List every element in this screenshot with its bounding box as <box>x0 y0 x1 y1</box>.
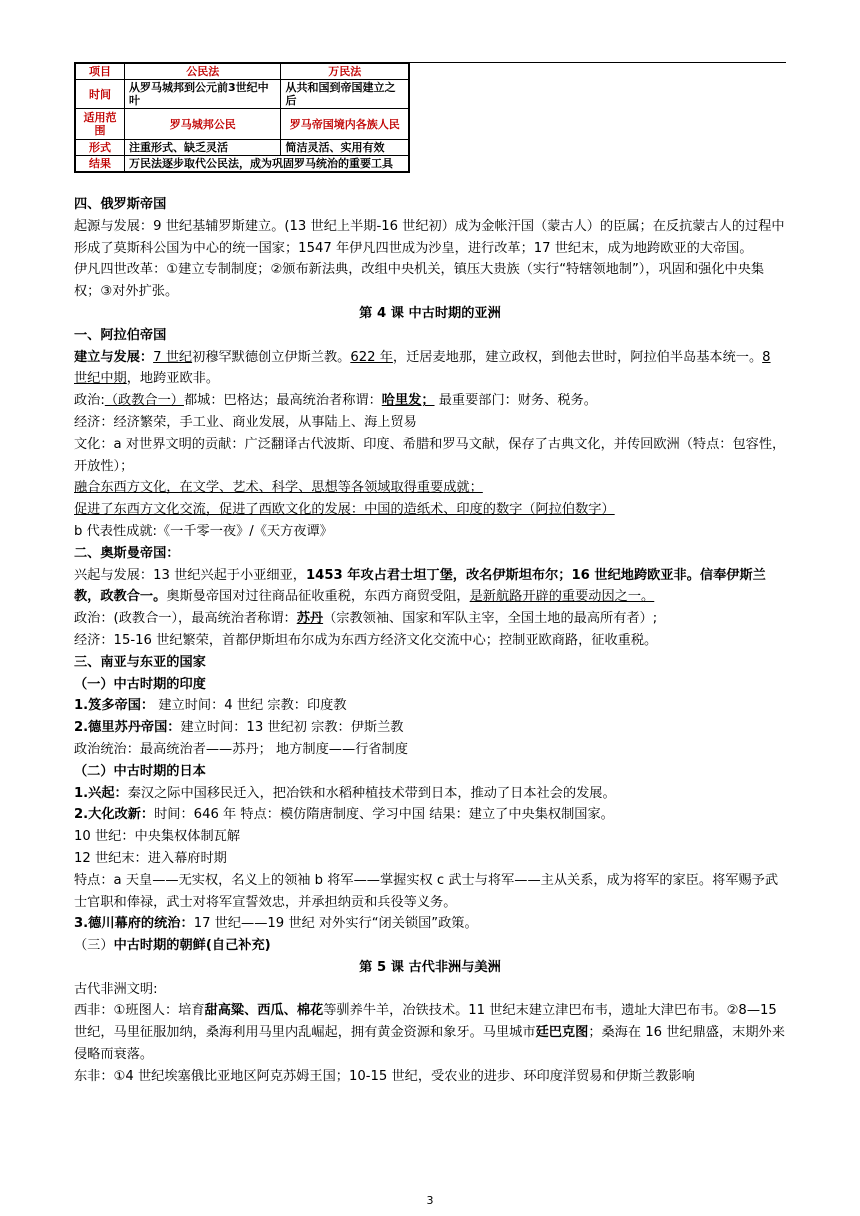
paragraph: 12 世纪末：进入幕府时期 <box>74 850 227 866</box>
table-header-cell: 万民法 <box>281 63 409 80</box>
paragraph <box>74 804 786 826</box>
label: 3.德川幕府的统治： <box>74 916 194 932</box>
paragraph: 起源与发展：9 世纪基辅罗斯建立。(13 世纪上半期-16 世纪初）成为金帐汗国（蒙古人）的臣属；在反抗蒙古人的过程中形成了莫斯科公国为中心的统一国家；1547 年伊凡四世成为沙皇，进行改革；17 世纪末，成为地跨欧亚的大帝国。 <box>74 218 785 256</box>
text: 秦汉之际中国移民迁入，把冶铁和水稻种植技术带到日本，推动了日本社会的发展。 <box>127 785 616 801</box>
table-header-row <box>75 63 409 80</box>
paragraph: 古代非洲文明: <box>74 981 158 997</box>
table-row <box>75 109 409 140</box>
underlined-text: 是新航路开辟的重要动因之一。 <box>469 589 655 605</box>
section-heading: 二、奥斯曼帝国： <box>74 545 180 561</box>
table-row <box>75 80 409 109</box>
paragraph: 伊凡四世改革：①建立专制制度；②颁布新法典，改组中央机关，镇压大贵族（实行“特辖领地制”），巩固和强化中央集权；③对外扩张。 <box>74 262 765 300</box>
bold-text: 廷巴克图 <box>535 1025 589 1041</box>
page-number: 3 <box>426 1194 434 1207</box>
text: ；桑海在 16 世纪鼎盛，末期外来侵略而衰落。 <box>74 1025 785 1063</box>
text: 时间：646 年 特点：模仿隋唐制度、学习中国 结果：建立了中央集权制国家。 <box>154 807 614 823</box>
bold-text: 1453 年攻占君士坦丁堡，改名伊斯坦布尔；16 世纪地跨欧亚非。信奉伊斯兰教，政教合一。 <box>74 567 766 605</box>
text: 建立时间：13 世纪初 宗教：伊斯兰教 <box>180 720 404 736</box>
row-label: 时间 <box>75 80 125 109</box>
paragraph: 经济：经济繁荣，手工业、商业发展，从事陆上、海上贸易 <box>74 414 417 430</box>
text: 初穆罕默德创立伊斯兰教。 <box>192 349 351 365</box>
section-heading: 三、南亚与东亚的国家 <box>74 654 206 670</box>
subsection-heading: （二）中古时期的日本 <box>74 763 206 779</box>
underlined-paragraph: 融合东西方文化，在文学、艺术、科学、思想等各领域取得重要成就； <box>74 480 483 496</box>
table-header-cell: 公民法 <box>125 63 281 80</box>
underlined-paragraph: 促进了东西方文化交流，促进了西欧文化的发展：中国的造纸术、印度的数字（阿拉伯数字） <box>74 502 615 518</box>
label: 1.笈多帝国： <box>74 698 155 714</box>
paragraph <box>74 783 786 805</box>
lesson-title: 第 4 课 中古时期的亚洲 <box>359 305 501 321</box>
underlined-text: 7 世纪 <box>153 349 193 365</box>
paragraph <box>74 608 786 630</box>
paragraph: 政治统治：最高统治者——苏丹； 地方制度——行省制度 <box>74 741 408 757</box>
table-row <box>75 140 409 156</box>
bold-text: 甜高粱、西瓜、棉花 <box>204 1003 324 1019</box>
table-header-cell: 项目 <box>75 63 125 80</box>
text: 最重要部门：财务、税务。 <box>434 393 597 409</box>
underlined-text: 苏丹 <box>296 611 324 627</box>
paragraph: 东非：①4 世纪埃塞俄比亚地区阿克苏姆王国；10-15 世纪，受农业的进步、环印度洋贸易和伊斯兰教影响 <box>74 1068 695 1084</box>
paragraph: 10 世纪：中央集权体制瓦解 <box>74 829 241 845</box>
subsection-heading: （一）中古时期的印度 <box>74 676 206 692</box>
table-row <box>75 156 409 173</box>
label: 2.大化改新： <box>74 807 155 823</box>
table-cell: 万民法逐步取代公民法，成为巩固罗马统治的重要工具 <box>125 156 410 173</box>
text: 奥斯曼帝国对过往商品征收重税，东西方商贸受阻， <box>166 589 470 605</box>
law-comparison-table <box>74 62 410 173</box>
text: 西非：①班图人：培育 <box>74 1003 205 1019</box>
table-cell: 罗马城邦公民 <box>125 109 281 140</box>
text: 建立时间：4 世纪 宗教：印度教 <box>154 698 347 714</box>
text: ，地跨亚欧非。 <box>126 371 220 387</box>
underlined-text: 哈里发； <box>381 393 435 409</box>
table-cell: 罗马帝国境内各族人民 <box>281 109 409 140</box>
bold-text: 中古时期的朝鲜(自己补充) <box>113 938 271 954</box>
section-heading: 四、俄罗斯帝国 <box>74 197 167 212</box>
paragraph <box>74 390 786 412</box>
label: 2.德里苏丹帝国： <box>74 720 181 736</box>
paragraph <box>74 1000 786 1065</box>
table-cell: 简洁灵活、实用有效 <box>281 140 409 156</box>
table-cell: 从罗马城邦到公元前3世纪中叶 <box>125 80 281 109</box>
text: 17 世纪——19 世纪 对外实行“闭关锁国”政策。 <box>193 916 478 932</box>
text: ，迁居麦地那，建立政权，到他去世时，阿拉伯半岛基本统一。 <box>392 349 763 365</box>
row-label: 适用范围 <box>75 109 125 140</box>
underlined-text: 622 年 <box>350 349 393 365</box>
table-cell: 从共和国到帝国建立之后 <box>281 80 409 109</box>
underlined-text: 8 世纪中期 <box>74 349 771 387</box>
paragraph: 特点：a 天皇——无实权，名义上的领袖 b 将军——掌握实权 c 武士与将军——主从关系，成为将军的家臣。将军赐予武士官职和俸禄，武士对将军宣誓效忠，并承担纳贡和兵役等义务。 <box>74 872 779 910</box>
text: 政治：(政教合一），最高统治者称谓： <box>74 611 297 627</box>
paragraph: b 代表性成就:《一千零一夜》/《天方夜谭》 <box>74 523 333 539</box>
page-body <box>74 194 786 1088</box>
underlined-text: （政教合一） <box>104 393 184 409</box>
paragraph: 文化：a 对世界文明的贡献：广泛翻译古代波斯、印度、希腊和罗马文献，保存了古典文化，并传回欧洲（特点：包容性，开放性）； <box>74 436 786 474</box>
paragraph <box>74 565 786 609</box>
paragraph <box>74 695 786 717</box>
text: 政治: <box>74 393 105 409</box>
text: （三） <box>74 938 114 954</box>
paragraph <box>74 717 786 739</box>
text: 等驯养牛羊，冶铁技术。11 世纪末建立津巴布韦，遗址大津巴布韦。②8—15 世纪，马里征服加纳，桑海利用马里内乱崛起，拥有黄金资源和象牙。马里城市 <box>74 1003 777 1041</box>
label: 建立与发展： <box>74 349 154 365</box>
text: （宗教领袖、国家和军队主宰，全国土地的最高所有者）; <box>323 611 658 627</box>
paragraph <box>74 913 786 935</box>
paragraph: 经济：15-16 世纪繁荣，首都伊斯坦布尔成为东西方经济文化交流中心；控制亚欧商路，征收重税。 <box>74 632 658 648</box>
row-label: 结果 <box>75 156 125 173</box>
text: 都城：巴格达；最高统治者称谓： <box>183 393 382 409</box>
section-heading: 一、阿拉伯帝国 <box>74 327 167 343</box>
row-label: 形式 <box>75 140 125 156</box>
label: 1.兴起： <box>74 785 128 801</box>
lesson-title: 第 5 课 古代非洲与美洲 <box>359 959 501 975</box>
table-cell: 注重形式、缺乏灵活 <box>125 140 281 156</box>
text: 兴起与发展：13 世纪兴起于小亚细亚， <box>74 567 306 583</box>
paragraph <box>74 347 786 391</box>
subsection-heading <box>74 935 786 957</box>
